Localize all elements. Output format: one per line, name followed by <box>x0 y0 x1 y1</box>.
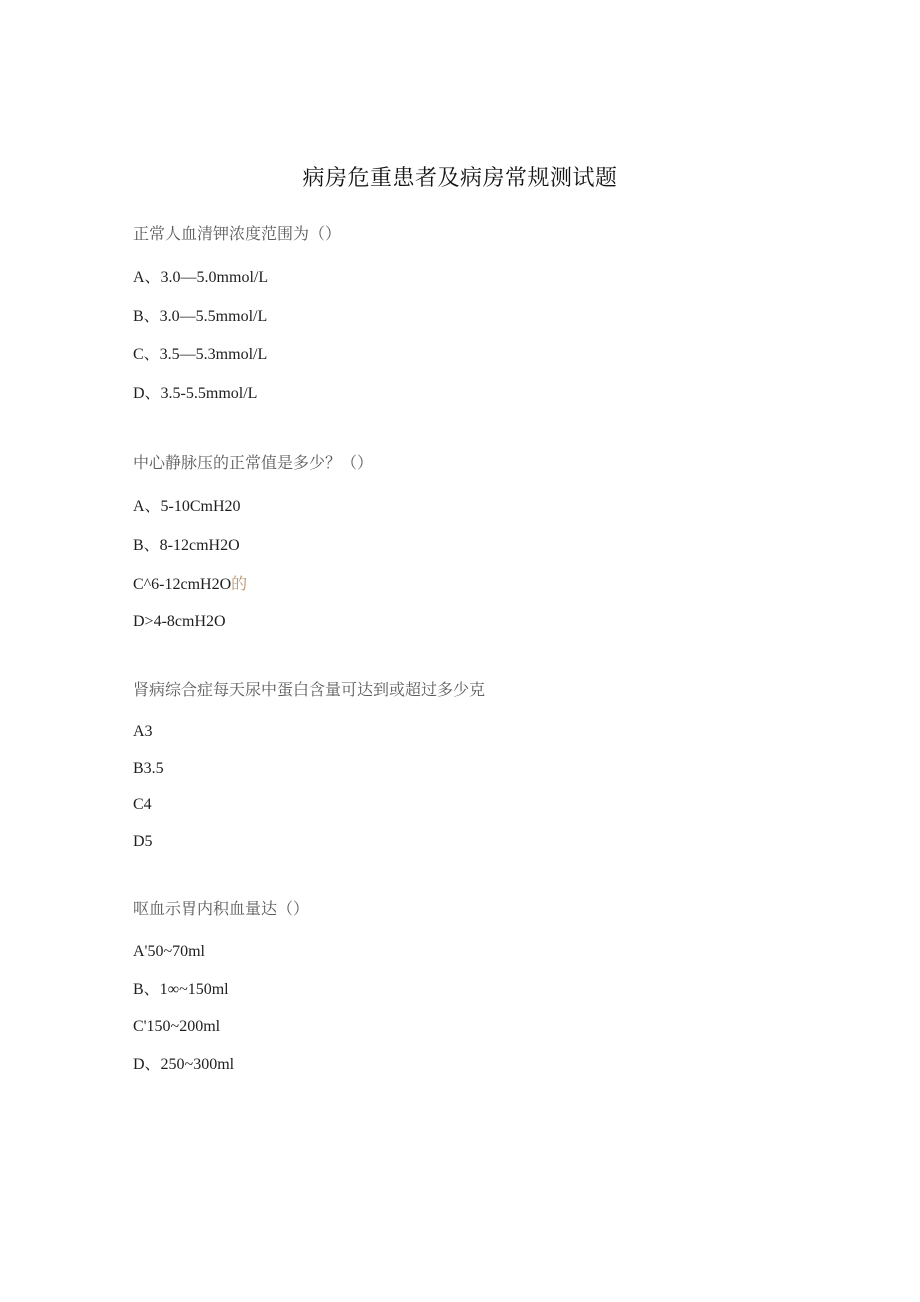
question-4-option-d: D、250~300ml <box>133 1056 235 1073</box>
question-2-option-a: A、5-10CmH20 <box>133 498 241 515</box>
question-3-text: 肾病综合症每天尿中蛋白含量可达到或超过多少克 <box>133 680 486 699</box>
question-3-option-a: A3 <box>133 723 153 740</box>
question-2-option-c-text: C^6-12cmH2O <box>133 576 232 593</box>
question-3-option-b: B3.5 <box>133 760 164 777</box>
question-2-text: 中心静脉压的正常值是多少？（） <box>133 453 374 472</box>
question-4-option-b: B、1∞~150ml <box>133 981 229 998</box>
page-title: 病房危重患者及病房常规测试题 <box>302 166 618 191</box>
question-1-text: 正常人血清钾浓度范围为（） <box>133 224 342 243</box>
question-2-option-c <box>133 574 247 595</box>
question-1-option-c: C、3.5—5.3mmol/L <box>133 346 268 363</box>
question-2-option-c-suffix: 的 <box>231 574 248 593</box>
question-4-text: 呕血示胃内积血量达（） <box>133 899 310 918</box>
question-1-option-d: D、3.5-5.5mmol/L <box>133 385 258 402</box>
question-3-option-d: D5 <box>133 833 153 850</box>
question-1-option-b: B、3.0—5.5mmol/L <box>133 308 268 325</box>
question-1-option-a: A、3.0—5.0mmol/L <box>133 269 269 286</box>
question-2-option-d: D>4-8cmH2O <box>133 613 226 630</box>
question-3-option-c: C4 <box>133 796 152 813</box>
question-4-option-a: A'50~70ml <box>133 943 205 960</box>
question-2-option-b: B、8-12cmH2O <box>133 537 240 554</box>
question-4-option-c: C'150~200ml <box>133 1018 221 1035</box>
